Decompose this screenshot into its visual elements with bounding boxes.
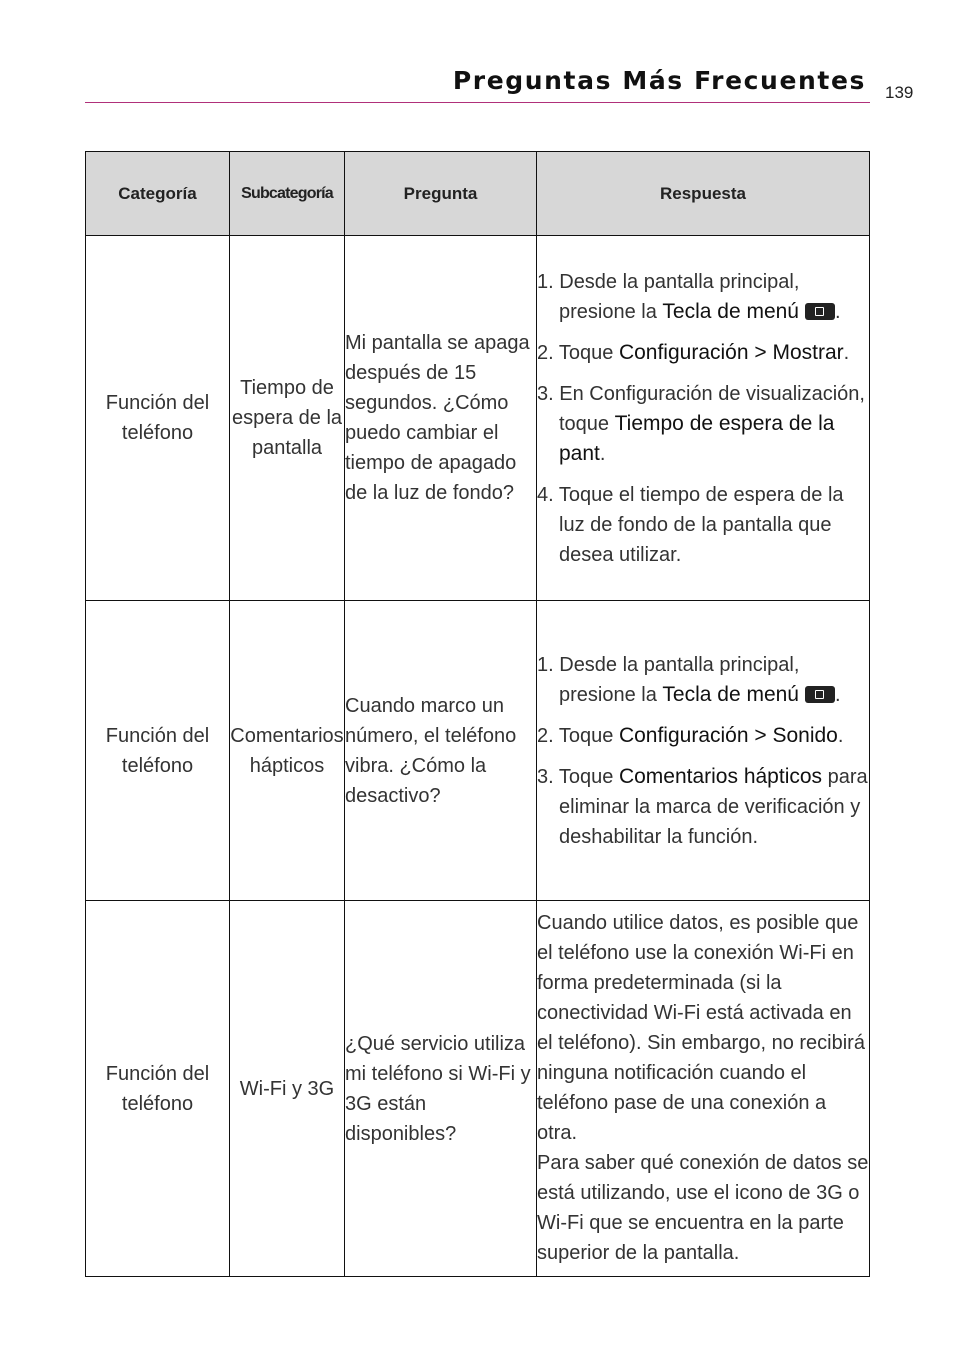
category-cell: Función del teléfono bbox=[86, 901, 230, 1277]
column-header-answer: Respuesta bbox=[537, 152, 870, 236]
menu-key-icon bbox=[805, 686, 835, 703]
table-row bbox=[86, 901, 870, 1277]
column-header-question: Pregunta bbox=[345, 152, 537, 236]
answer-cell bbox=[537, 236, 870, 601]
category-cell: Función del teléfono bbox=[86, 236, 230, 601]
subcategory-cell: Tiempo de espera de la pantalla bbox=[230, 236, 345, 601]
header-divider bbox=[85, 102, 870, 103]
subcategory-cell: Wi-Fi y 3G bbox=[230, 901, 345, 1277]
answer-step: 1. Desde la pantalla principal, presione la Tecla de menú . bbox=[537, 270, 841, 323]
answer-step: 2. Toque Configuración > Sonido. bbox=[537, 723, 844, 747]
page-number: 139 bbox=[885, 83, 914, 102]
table-row bbox=[86, 601, 870, 901]
answer-paragraph: Para saber qué conexión de datos se está utilizando, use el icono de 3G o Wi-Fi que se encuentra en la parte superior de la pantalla. bbox=[537, 1151, 869, 1264]
answer-paragraph: Cuando utilice datos, es posible que el teléfono use la conexión Wi-Fi en forma predeterminada (si la conectividad Wi-Fi está activada en el teléfono). Sin embargo, no recibirá ninguna notificación cuando el teléfono pase de una conexión a otra. bbox=[537, 911, 865, 1144]
column-header-subcategory: Subcategoría bbox=[230, 152, 345, 236]
column-header-category: Categoría bbox=[86, 152, 230, 236]
answer-step: 4. Toque el tiempo de espera de la luz de fondo de la pantalla que desea utilizar. bbox=[537, 483, 844, 566]
answer-step: 1. Desde la pantalla principal, presione la Tecla de menú . bbox=[537, 653, 841, 706]
menu-key-icon bbox=[805, 303, 835, 320]
question-cell: Mi pantalla se apaga después de 15 segundos. ¿Cómo puedo cambiar el tiempo de apagado de la luz de fondo? bbox=[345, 236, 537, 601]
table-header-row bbox=[86, 152, 870, 236]
category-cell: Función del teléfono bbox=[86, 601, 230, 901]
answer-cell bbox=[537, 601, 870, 901]
answer-step: 2. Toque Configuración > Mostrar. bbox=[537, 340, 850, 364]
question-cell: Cuando marco un número, el teléfono vibra. ¿Cómo la desactivo? bbox=[345, 601, 537, 901]
subcategory-cell: Comentarios hápticos bbox=[230, 601, 345, 901]
question-cell: ¿Qué servicio utiliza mi teléfono si Wi-Fi y 3G están disponibles? bbox=[345, 901, 537, 1277]
answer-step: 3. En Configuración de visualización, toque Tiempo de espera de la pant. bbox=[537, 382, 865, 465]
answer-cell bbox=[537, 901, 870, 1277]
answer-step: 3. Toque Comentarios hápticos para eliminar la marca de verificación y deshabilitar la función. bbox=[537, 764, 868, 848]
page-title: Preguntas Más Frecuentes bbox=[452, 66, 866, 95]
faq-table bbox=[85, 151, 870, 1277]
table-row bbox=[86, 236, 870, 601]
